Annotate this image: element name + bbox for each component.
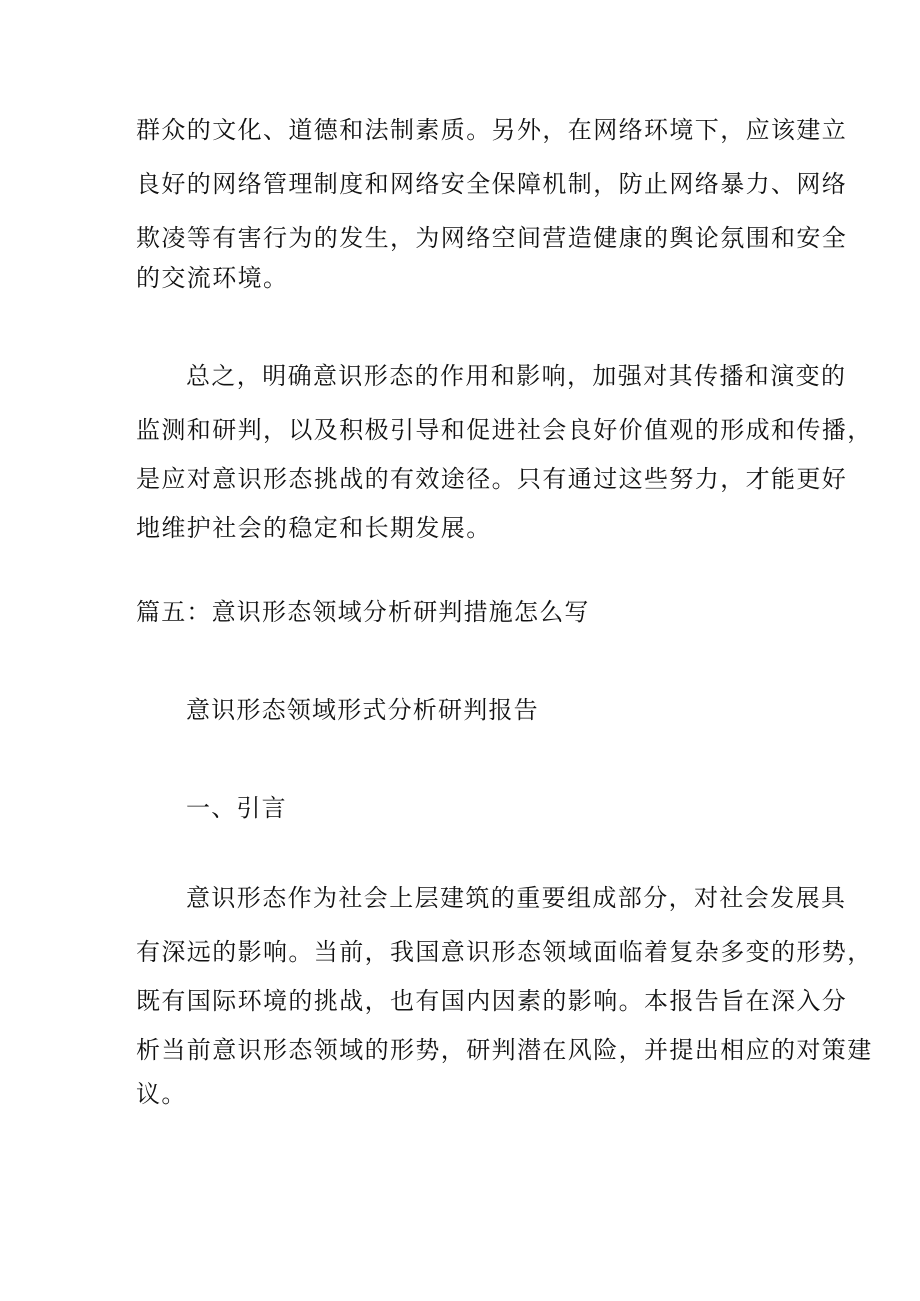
paragraph-line: 议。 bbox=[136, 1080, 187, 1108]
paragraph-line: 良好的网络管理制度和网络安全保障机制，防止网络暴力、网络 bbox=[136, 170, 848, 198]
paragraph-line: 总之，明确意识形态的作用和影响，加强对其传播和演变的 bbox=[186, 362, 847, 390]
paragraph-line: 群众的文化、道德和法制素质。另外，在网络环境下，应该建立 bbox=[136, 116, 848, 144]
paragraph-line: 监测和研判，以及积极引导和促进社会良好价值观的形成和传播， bbox=[136, 416, 873, 444]
paragraph-line: 是应对意识形态挑战的有效途径。只有通过这些努力，才能更好 bbox=[136, 465, 848, 493]
paragraph-line: 地维护社会的稳定和长期发展。 bbox=[136, 514, 492, 542]
section-heading: 篇五：意识形态领域分析研判措施怎么写 bbox=[136, 598, 590, 626]
paragraph-line: 有深远的影响。当前，我国意识形态领域面临着复杂多变的形势， bbox=[136, 938, 873, 966]
paragraph-line: 的交流环境。 bbox=[136, 264, 289, 292]
paragraph-line: 欺凌等有害行为的发生，为网络空间营造健康的舆论氛围和安全 bbox=[136, 224, 848, 252]
subheading: 一、引言 bbox=[186, 794, 287, 822]
paragraph-line: 意识形态作为社会上层建筑的重要组成部分，对社会发展具 bbox=[186, 884, 847, 912]
report-title: 意识形态领域形式分析研判报告 bbox=[186, 696, 539, 724]
paragraph-line: 析当前意识形态领域的形势，研判潜在风险，并提出相应的对策建 bbox=[136, 1036, 873, 1064]
paragraph-line: 既有国际环境的挑战，也有国内因素的影响。本报告旨在深入分 bbox=[136, 987, 848, 1015]
